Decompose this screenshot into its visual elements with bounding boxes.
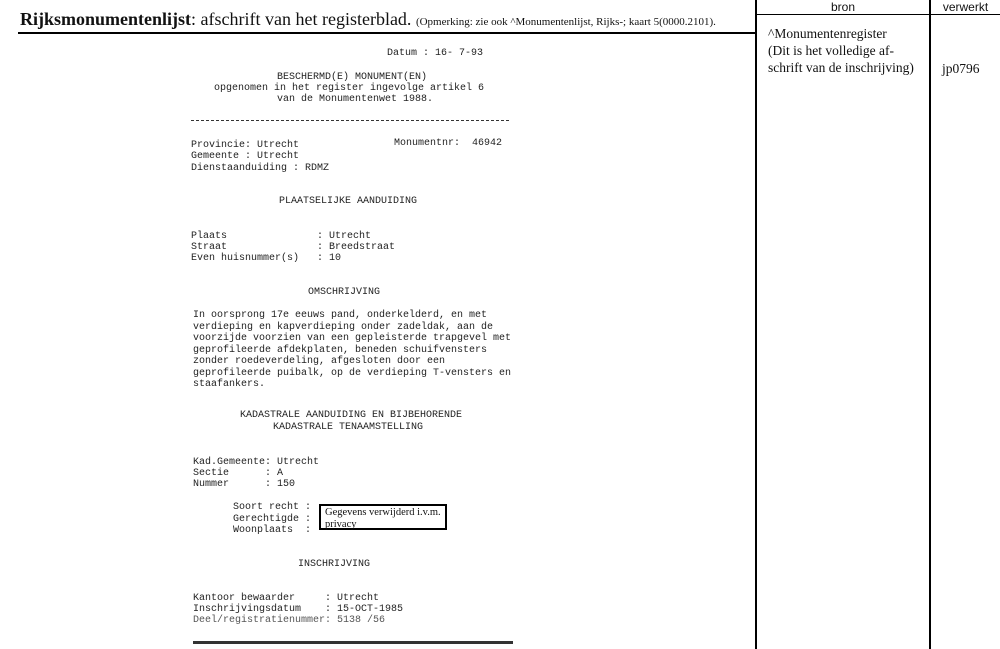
doc-datum: Datum : 16- 7-93 bbox=[387, 48, 484, 59]
bron-text: ^Monumentenregister (Dit is het volledige af- schrift van de inschrijving) bbox=[768, 26, 914, 75]
title-note: (Opmerking: zie ook ^Monumentenlijst, Rijks-; kaart 5(0000.2101). bbox=[415, 16, 716, 28]
doc-kad-gemeente: Kad.Gemeente: Utrecht bbox=[193, 457, 320, 468]
doc-omschrijving-heading: OMSCHRIJVING bbox=[308, 287, 381, 298]
title-rest: : afschrift van het registerblad. bbox=[191, 9, 412, 29]
doc-monumentnr: Monumentnr: 46942 bbox=[394, 138, 503, 149]
doc-plaats: Plaats : Utrecht bbox=[191, 231, 372, 242]
doc-gerechtigde: Gerechtigde : bbox=[233, 514, 312, 525]
doc-deel: Deel/registratienummer: 5138 /56 bbox=[193, 615, 386, 626]
column-header-bron: bron bbox=[830, 0, 856, 14]
doc-nummer: Nummer : 150 bbox=[193, 479, 296, 490]
doc-soort-recht: Soort recht : bbox=[233, 502, 312, 513]
doc-woonplaats: Woonplaats : bbox=[233, 525, 312, 536]
doc-omschrijving: In oorsprong 17e eeuws pand, onderkelderd, en met verdieping en kapverdieping onder zadeldak, aan de voorzijde voorzien van een gepleisterde trapgevel met geprofileerde afdekplaten, beneden schuifvensters zonder roedeverdeling, afgesloten door een geprofileerde puibalk, op de verdieping T-vensters en staafankers. bbox=[193, 310, 512, 390]
page-title bbox=[20, 9, 716, 30]
column-header-verwerkt: verwerkt bbox=[942, 0, 989, 14]
doc-straat: Straat : Breedstraat bbox=[191, 242, 396, 253]
doc-huisnummer: Even huisnummer(s) : 10 bbox=[191, 253, 342, 264]
main-divider bbox=[755, 0, 757, 649]
dashed-separator bbox=[191, 120, 509, 121]
verwerkt-code: jp0796 bbox=[942, 61, 980, 76]
privacy-redaction-box: Gegevens verwijderd i.v.m. privacy bbox=[319, 504, 447, 530]
doc-heading-3: van de Monumentenwet 1988. bbox=[277, 94, 434, 105]
bottom-rule bbox=[193, 641, 513, 644]
column-divider bbox=[929, 0, 931, 649]
doc-provincie: Provincie: Utrecht bbox=[191, 140, 300, 151]
doc-plaatselijke-heading: PLAATSELIJKE AANDUIDING bbox=[279, 196, 418, 207]
doc-dienst: Dienstaanduiding : RDMZ bbox=[191, 163, 330, 174]
doc-kadastrale-heading-2: KADASTRALE TENAAMSTELLING bbox=[273, 422, 424, 433]
doc-inschrijvingsdatum: Inschrijvingsdatum : 15-OCT-1985 bbox=[193, 604, 404, 615]
header-underline bbox=[18, 32, 756, 34]
doc-kadastrale-heading-1: KADASTRALE AANDUIDING EN BIJBEHORENDE bbox=[240, 410, 463, 421]
title-bold: Rijksmonumentenlijst bbox=[20, 9, 192, 29]
doc-gemeente: Gemeente : Utrecht bbox=[191, 151, 300, 162]
doc-sectie: Sectie : A bbox=[193, 468, 284, 479]
doc-inschrijving-heading: INSCHRIJVING bbox=[298, 559, 371, 570]
doc-heading-2: opgenomen in het register ingevolge artikel 6 bbox=[214, 83, 485, 94]
doc-heading-1: BESCHERMD(E) MONUMENT(EN) bbox=[277, 72, 428, 83]
doc-kantoor: Kantoor bewaarder : Utrecht bbox=[193, 593, 380, 604]
column-header-underline bbox=[756, 14, 1000, 15]
